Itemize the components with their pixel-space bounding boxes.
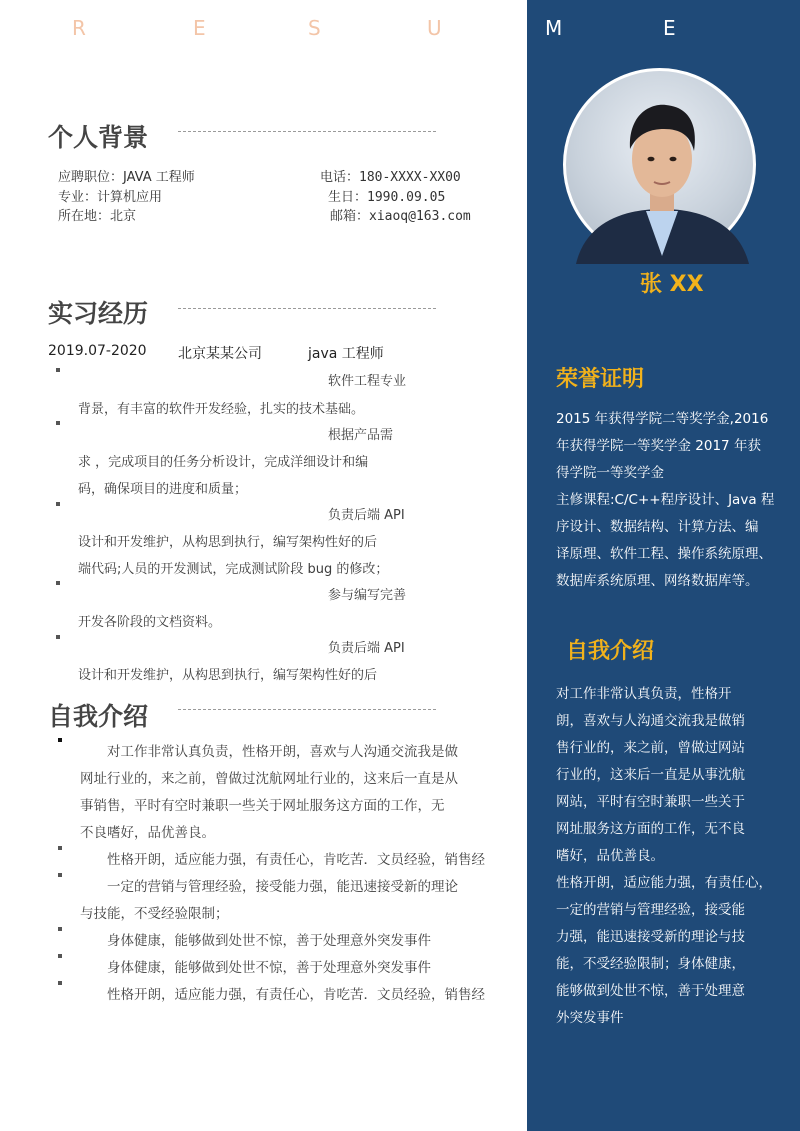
internship-details <box>48 362 428 683</box>
bullet-marker <box>56 581 60 585</box>
intro-line: 性格开朗，适应能力强，有责任心，肯吃苦．文员经验，销售经 <box>107 987 485 1003</box>
intro-line: 与技能，不受经验限制； <box>80 906 229 922</box>
intro-line: 性格开朗，适应能力强，有责任心，肯吃苦．文员经验，销售经 <box>107 852 485 868</box>
bullet-marker <box>58 738 62 742</box>
experience-line: 背景，有丰富的软件开发经验，扎实的技术基础。 <box>78 402 365 417</box>
experience-line: 码，确保项目的进度和质量； <box>78 482 248 497</box>
profile-photo <box>563 68 756 261</box>
sidebar-intro-line: 对工作非常认真负责，性格开 <box>556 686 732 702</box>
intro-line: 事销售，平时有空时兼职一些关于网址服务这方面的工作，无 <box>80 798 445 814</box>
intro-line: 一定的营销与管理经验，接受能力强，能迅速接受新的理论 <box>107 879 458 895</box>
intro-line: 网址行业的，来之前，曾做过沈航网址行业的，这来后一直是从 <box>80 771 458 787</box>
bullet-marker <box>58 873 62 877</box>
sidebar-intro-line: 嗜好，品优善良。 <box>556 848 664 864</box>
sidebar-intro-line: 力强，能迅速接受新的理论与技 <box>556 929 745 945</box>
sidebar-intro-line: 网址服务这方面的工作，无不良 <box>556 821 745 837</box>
sidebar-intro-line: 一定的营销与管理经验，接受能 <box>556 902 745 918</box>
internship-company: 北京某某公司 <box>178 346 262 362</box>
sidebar-intro-line: 外突发事件 <box>556 1010 624 1026</box>
section-divider <box>178 131 436 132</box>
honors-line: 得学院一等奖学金 <box>556 465 664 481</box>
experience-line: 负责后端 API <box>328 641 405 656</box>
resume-letter: R <box>72 16 86 40</box>
sidebar-intro-title: 自我介绍 <box>566 639 655 664</box>
email: 邮箱：xiaoq@163.com <box>330 209 471 224</box>
honors-line: 数据库系统原理、网络数据库等。 <box>556 573 759 589</box>
section-divider <box>178 308 436 309</box>
sidebar-intro-line: 行业的，这来后一直是从事沈航 <box>556 767 745 783</box>
sidebar-intro-line: 售行业的，来之前，曾做过网站 <box>556 740 745 756</box>
bullet-marker <box>58 846 62 850</box>
intro-line: 身体健康，能够做到处世不惊，善于处理意外突发事件 <box>107 960 431 976</box>
bullet-marker <box>56 368 60 372</box>
honors-section-title: 荣誉证明 <box>556 367 645 392</box>
sidebar-intro-line: 能，不受经验限制；身体健康， <box>556 956 745 972</box>
location: 所在地：北京 <box>58 209 137 224</box>
person-portrait-icon <box>566 71 759 264</box>
internship-role: java 工程师 <box>308 346 384 362</box>
job-position: 应聘职位：JAVA 工程师 <box>58 170 195 185</box>
experience-line: 负责后端 API <box>328 508 405 523</box>
bullet-marker <box>58 954 62 958</box>
intro-line: 不良嗜好，品优善良。 <box>80 825 215 841</box>
resume-letter: M <box>545 16 563 40</box>
intro-section-title: 自我介绍 <box>48 702 149 731</box>
candidate-name: 张 XX <box>640 272 704 297</box>
experience-line: 参与编写完善 <box>328 588 407 603</box>
honors-line: 主修课程:C/C++程序设计、Java 程 <box>556 492 775 508</box>
bullet-marker <box>58 927 62 931</box>
experience-line: 根据产品需 <box>328 428 394 443</box>
bullet-marker <box>56 502 60 506</box>
bullet-marker <box>58 981 62 985</box>
experience-line: 端代码;人员的开发测试，完成测试阶段 bug 的修改； <box>78 562 389 577</box>
experience-line: 设计和开发维护，从构思到执行，编写架构性好的后 <box>78 668 378 683</box>
major: 专业：计算机应用 <box>58 190 163 205</box>
phone-number: 电话：180-XXXX-XX00 <box>320 170 461 185</box>
intro-line: 身体健康，能够做到处世不惊，善于处理意外突发事件 <box>107 933 431 949</box>
honors-line: 序设计、数据结构、计算方法、编 <box>556 519 759 535</box>
sidebar-intro-line: 网站，平时有空时兼职一些关于 <box>556 794 745 810</box>
experience-line: 软件工程专业 <box>328 374 407 389</box>
sidebar-intro-line: 朗，喜欢与人沟通交流我是做销 <box>556 713 745 729</box>
resume-letter: S <box>308 16 321 40</box>
resume-letter: U <box>427 16 442 40</box>
honors-line: 2015 年获得学院二等奖学金,2016 <box>556 411 769 427</box>
experience-line: 开发各阶段的文档资料。 <box>78 615 222 630</box>
resume-letter: E <box>193 16 206 40</box>
internship-period: 2019.07-2020 <box>48 343 147 359</box>
sidebar-intro-line: 性格开朗，适应能力强，有责任心， <box>556 875 772 891</box>
bullet-marker <box>56 635 60 639</box>
honors-line: 年获得学院一等奖学金 2017 年获 <box>556 438 761 454</box>
intro-line: 对工作非常认真负责，性格开朗，喜欢与人沟通交流我是做 <box>107 744 458 760</box>
sidebar-intro-line: 能够做到处世不惊，善于处理意 <box>556 983 745 999</box>
section-divider <box>178 709 436 710</box>
experience-line: 设计和开发维护，从构思到执行，编写架构性好的后 <box>78 535 378 550</box>
internship-section-title: 实习经历 <box>48 299 149 328</box>
experience-line: 求 ，完成项目的任务分析设计，完成洋细设计和编 <box>78 455 369 470</box>
birthday: 生日：1990.09.05 <box>328 190 446 205</box>
bullet-marker <box>56 421 60 425</box>
background-section-title: 个人背景 <box>48 123 149 152</box>
honors-line: 译原理、软件工程、操作系统原理、 <box>556 546 772 562</box>
resume-letter: E <box>663 16 676 40</box>
